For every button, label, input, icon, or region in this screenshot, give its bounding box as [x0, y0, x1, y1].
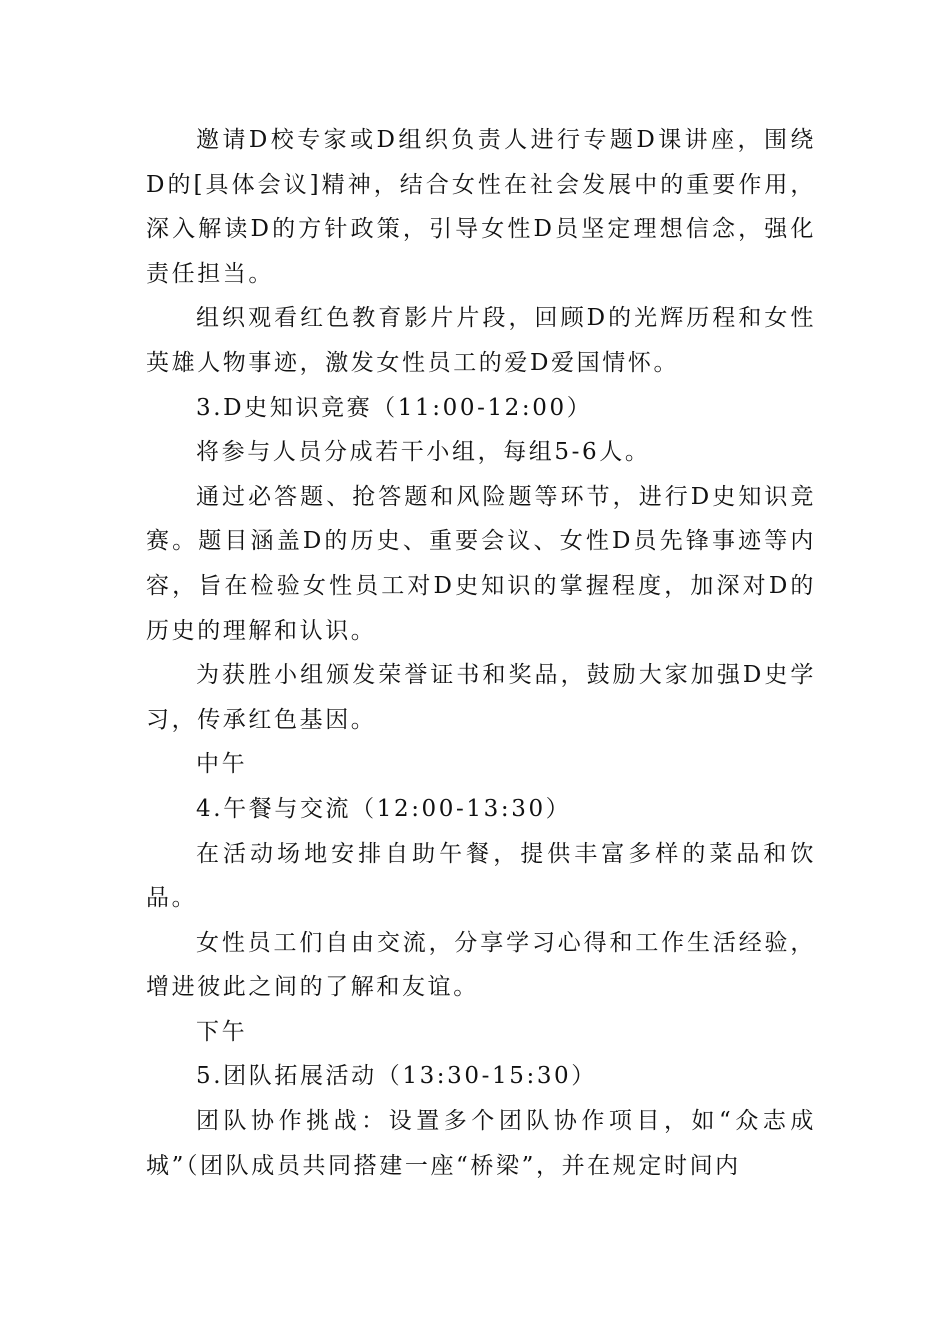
paragraph-quiz-content: 通过必答题、抢答题和风险题等环节，进行D史知识竞赛。题目涵盖D的历史、重要会议、女性D员先锋事迹等内容，旨在检验女性员工对D史知识的掌握程度，加深对D的历史的理解和认识。 [146, 483, 816, 644]
section-heading-lunch: 4.午餐与交流（12:00-13:30） [196, 795, 572, 822]
time-heading-noon: 中午 [196, 751, 248, 778]
paragraph-lunch: 在活动场地安排自助午餐，提供丰富多样的菜品和饮品。 [146, 840, 816, 912]
paragraph-groups: 将参与人员分成若干小组，每组5-6人。 [196, 439, 651, 466]
document-body [146, 118, 816, 1188]
paragraph-awards: 为获胜小组颁发荣誉证书和奖品，鼓励大家加强D史学习，传承红色基因。 [146, 662, 816, 733]
paragraph-team-challenge: 团队协作挑战：设置多个团队协作项目，如“众志成城”（团队成员共同搭建一座“桥梁”，并在规定时间内 [146, 1108, 816, 1179]
section-heading-team: 5.团队拓展活动（13:30-15:30） [196, 1063, 597, 1090]
section-heading-quiz: 3.D史知识竞赛（11:00-12:00） [196, 394, 593, 421]
paragraph-film: 组织观看红色教育影片片段，回顾D的光辉历程和女性英雄人物事迹，激发女性员工的爱D爱国情怀。 [146, 305, 816, 376]
paragraph-exchange: 女性员工们自由交流，分享学习心得和工作生活经验，增进彼此之间的了解和友谊。 [146, 929, 816, 1001]
paragraph-lecture: 邀请D校专家或D组织负责人进行专题D课讲座，围绕D的[具体会议]精神，结合女性在社会发展中的重要作用，深入解读D的方针政策，引导女性D员坚定理想信念，强化责任担当。 [146, 127, 816, 287]
time-heading-afternoon: 下午 [196, 1018, 248, 1045]
